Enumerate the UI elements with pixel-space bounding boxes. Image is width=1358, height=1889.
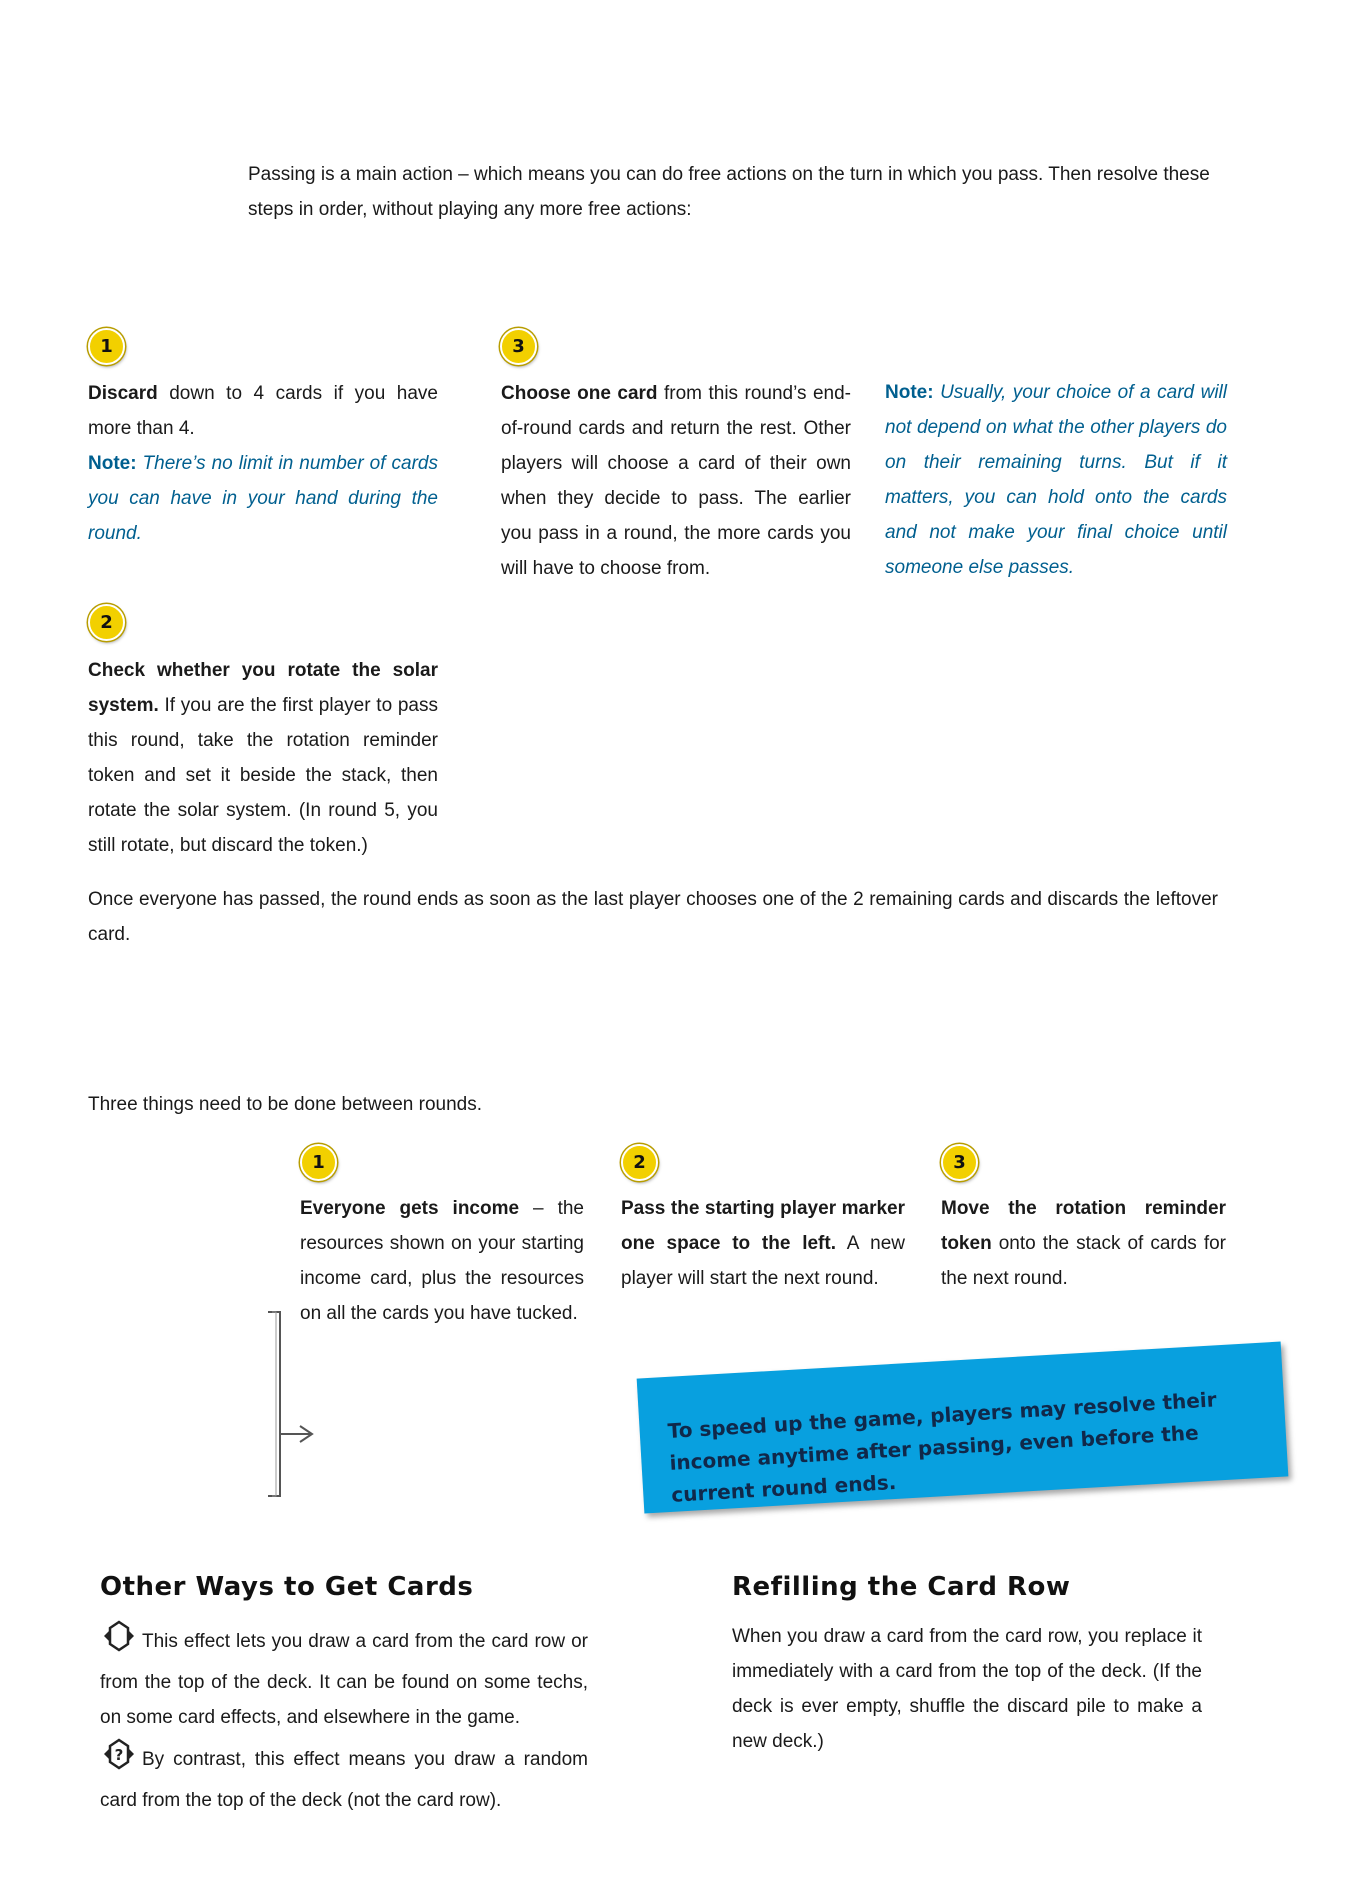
side-note-text: Usually, your choice of a card will not depend on what the other players do on their remaining turns. But if it matters, you can hold onto the cards and not make your final choice until someone else passes.: [885, 382, 1227, 578]
step-1-text: [88, 376, 438, 551]
between-badge-1: 1: [300, 1144, 337, 1181]
tip-banner: [637, 1342, 1289, 1514]
random-card-icon: [100, 1737, 138, 1783]
step-badge-3: 3: [500, 328, 537, 365]
between-step-2-body: A new player will start the next round.: [621, 1233, 905, 1289]
other-ways-para-1-text: This effect lets you draw a card from the card row or from the top of the deck. It can be found on some techs, on some card effects, and elsewhere in the game.: [100, 1631, 588, 1728]
between-step-1-bold: Everyone gets income: [300, 1198, 520, 1219]
between-step-1-body: – the resources shown on your starting income card, plus the resources on all the cards you have tucked.: [300, 1198, 584, 1324]
step-3-bold: Choose one card: [501, 383, 658, 404]
step-1-bold: Discard: [88, 383, 158, 404]
between-step-3-text: [941, 1191, 1226, 1296]
between-badge-2: 2: [621, 1144, 658, 1181]
step-1-note-label: Note:: [88, 453, 137, 474]
card-draw-icon: [100, 1619, 138, 1665]
refilling-paragraph: When you draw a card from the card row, you replace it immediately with a card from the top of the deck. (If the deck is ever empty, shuffle the discard pile to make a new deck.): [732, 1626, 1202, 1752]
step-3-body: from this round’s end-of-round cards and return the rest. Other players will choose a card of their own when they decide to pass. The earlier you pass in a round, the more cards you will have to choose from.: [501, 383, 851, 579]
bracket-arrow-icon: [262, 1308, 322, 1503]
step-1-note-text: There’s no limit in number of cards you can have in your hand during the round.: [88, 453, 438, 544]
between-step-2-bold: Pass the starting player marker one space to the left.: [621, 1198, 905, 1254]
other-ways-para-2: [100, 1737, 588, 1818]
step-badge-1: 1: [88, 328, 125, 365]
intro-paragraph: Passing is a main action – which means you can do free actions on the turn in which you pass. Then resolve these steps in order, without playing any more free actions:: [248, 164, 1210, 220]
step-badge-2: 2: [88, 604, 125, 641]
side-note-label: Note:: [885, 382, 934, 403]
side-note: [885, 375, 1227, 585]
between-step-3-body: onto the stack of cards for the next round.: [941, 1233, 1226, 1289]
step-2-body: If you are the first player to pass this round, take the rotation reminder token and set it beside the stack, then rotate the solar system. (In round 5, you still rotate, but discard the token.): [88, 695, 438, 856]
between-step-1-text: [300, 1191, 584, 1331]
step-2-text: [88, 653, 438, 863]
step-3-text: [501, 376, 851, 586]
svg-text:?: ?: [114, 1746, 124, 1764]
between-rounds-intro: Three things need to be done between rounds.: [88, 1094, 483, 1115]
between-badge-3: 3: [941, 1144, 978, 1181]
tip-banner-text: To speed up the game, players may resolve their income anytime after passing, even before the current round ends.: [667, 1387, 1218, 1507]
between-step-3-bold: Move the rotation reminder token: [941, 1198, 1226, 1254]
step-2-bold: Check whether you rotate the solar system.: [88, 660, 438, 716]
round-end-paragraph: Once everyone has passed, the round ends as soon as the last player chooses one of the 2 remaining cards and discards the leftover card.: [88, 889, 1218, 945]
other-ways-para-2-text: By contrast, this effect means you draw a random card from the top of the deck (not the card row).: [100, 1749, 588, 1811]
between-step-2-text: [621, 1191, 905, 1296]
refilling-heading: Refilling the Card Row: [732, 1572, 1071, 1602]
other-ways-heading: Other Ways to Get Cards: [100, 1572, 474, 1602]
step-1-body: down to 4 cards if you have more than 4.: [88, 383, 438, 439]
other-ways-para-1: [100, 1619, 588, 1735]
